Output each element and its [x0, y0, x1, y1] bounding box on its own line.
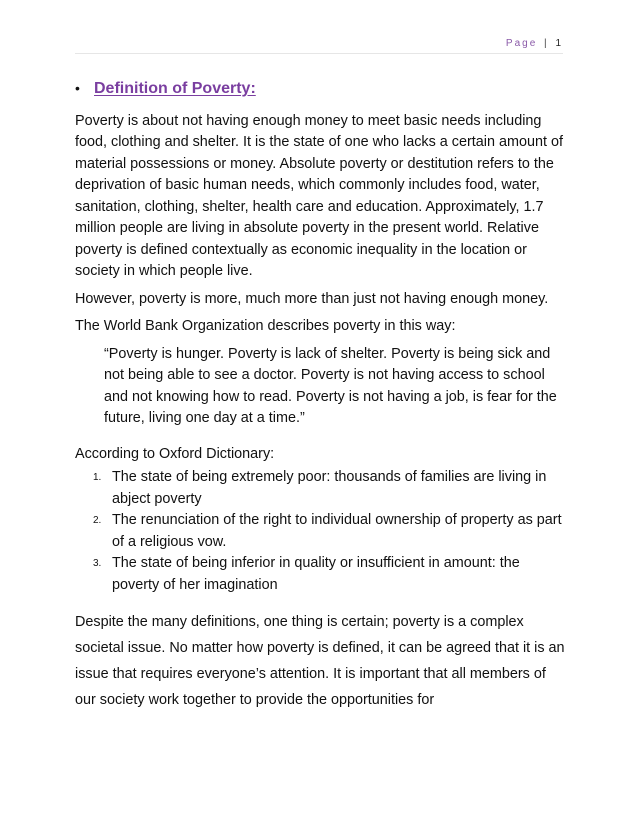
list-item-text: The renunciation of the right to individual ownership of property as part of a religious vow.	[112, 512, 562, 550]
list-item	[75, 467, 570, 510]
page-header	[75, 36, 563, 54]
page-number-label	[506, 38, 563, 49]
document-body	[75, 78, 570, 719]
oxford-intro: According to Oxford Dictionary:	[75, 445, 275, 462]
list-item-number: 1.	[93, 472, 102, 483]
list-item-number: 3.	[93, 558, 102, 569]
list-item-number: 2.	[93, 515, 102, 526]
list-item	[75, 553, 570, 596]
definition-paragraph: Poverty is about not having enough money to meet basic needs including food, clothing and shelter. It is the state of one who lacks a certain amount of material possessions or money. Absolute poverty or destitution refers to the deprivation of basic human needs, which commonly includes food, water, sanitation, clothing, shelter, health care and education. Approximately, 1.7 million people are living in absolute poverty in the present world. Relative poverty is defined contextually as economic inequality in the location or society in which people live.	[75, 112, 563, 279]
list-item-text: The state of being inferior in quality or insufficient in amount: the poverty of her imagination	[112, 555, 520, 593]
section-heading	[75, 78, 570, 100]
however-paragraph: However, poverty is more, much more than just not having enough money.	[75, 290, 549, 307]
section-title: Definition of Poverty:	[94, 80, 256, 97]
bullet-icon: •	[75, 80, 80, 96]
page-number: 1	[555, 38, 563, 49]
list-item	[75, 510, 570, 553]
list-item-text: The state of being extremely poor: thousands of families are living in abject poverty	[112, 469, 547, 507]
world-bank-quote: “Poverty is hunger. Poverty is lack of shelter. Poverty is being sick and not being able to see a doctor. Poverty is not having access to school and not knowing how to read. Poverty is not having a job, is fear for the future, living one day at a time.”	[104, 345, 557, 426]
page-label: Page	[505, 38, 538, 49]
oxford-definitions-list	[75, 467, 570, 596]
closing-paragraph: Despite the many definitions, one thing is certain; poverty is a complex societal issue. No matter how poverty is defined, it can be agreed that it is an issue that requires everyone’s attention. It is important that all members of our society work together to provide the opportunities for	[75, 614, 565, 708]
world-bank-intro: The World Bank Organization describes poverty in this way:	[75, 318, 456, 334]
page-separator: |	[544, 38, 549, 49]
